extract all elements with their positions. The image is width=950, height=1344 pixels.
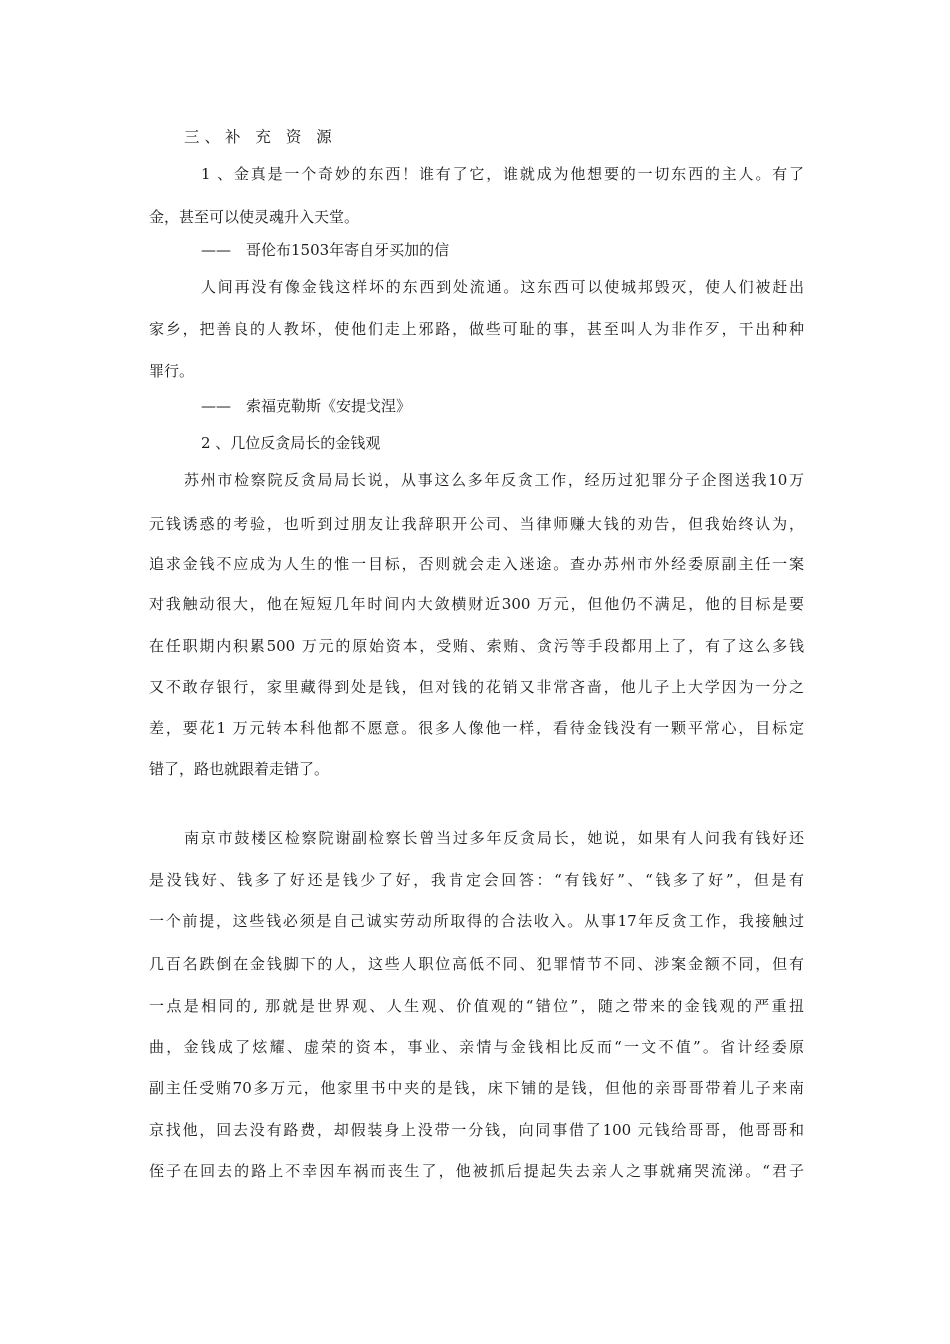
quote2-line1: 人间再没有像金钱这样坏的东西到处流通。这东西可以使城邦毁灭，使人们被赶出: [201, 278, 804, 296]
paragraph1-line: 又不敢存银行，家里藏得到处是钱，但对钱的花销又非常吝啬，他儿子上大学因为一分之: [149, 678, 804, 696]
section-heading: 三、补 充 资 源: [184, 128, 337, 146]
paragraph2-line: 京找他，回去没有路费，却假装身上没带一分钱，向同事借了100 元钱给哥哥，他哥哥和: [149, 1121, 804, 1139]
paragraph1-line: 错了，路也就跟着走错了。: [149, 760, 330, 778]
quote1-line2: 金，甚至可以使灵魂升入天堂。: [149, 208, 360, 226]
paragraph2-line: 南京市鼓楼区检察院谢副检察长曾当过多年反贪局长，她说，如果有人问我有钱好还: [184, 829, 804, 847]
paragraph2-line: 一点是相同的, 那就是世界观、人生观、价值观的“错位”，随之带来的金钱观的严重扭: [149, 997, 804, 1015]
paragraph2-line: 是没钱好、钱多了好还是钱少了好，我肯定会回答：“有钱好”、“钱多了好”，但是有: [149, 871, 804, 889]
subheading: 2 、几位反贪局长的金钱观: [201, 434, 381, 452]
paragraph1-line: 元钱诱惑的考验，也听到过朋友让我辞职开公司、当律师赚大钱的劝告，但我始终认为，: [149, 515, 804, 533]
paragraph2-line: 侄子在回去的路上不幸因车祸而丧生了，他被抓后提起失去亲人之事就痛哭流涕。“君子: [149, 1162, 804, 1180]
paragraph1-line: 苏州市检察院反贪局局长说，从事这么多年反贪工作，经历过犯罪分子企图送我10万: [184, 471, 804, 489]
paragraph2-line: 一个前提，这些钱必须是自己诚实劳动所取得的合法收入。从事17年反贪工作，我接触过: [149, 912, 804, 930]
paragraph1-line: 差，要花1 万元转本科他都不愿意。很多人像他一样，看待金钱没有一颗平常心，目标定: [149, 719, 804, 737]
quote2-line3: 罪行。: [149, 362, 195, 380]
paragraph1-line: 对我触动很大，他在短短几年时间内大敛横财近300 万元，但他仍不满足，他的目标是要: [149, 595, 804, 613]
quote1-attribution: —— 哥伦布1503年寄自牙买加的信: [201, 241, 450, 259]
paragraph2-line: 几百名跌倒在金钱脚下的人，这些人职位高低不同、犯罪情节不同、涉案金额不同，但有: [149, 955, 804, 973]
paragraph1-line: 追求金钱不应成为人生的惟一目标，否则就会走入迷途。查办苏州市外经委原副主任一案: [149, 555, 804, 573]
quote2-line2: 家乡，把善良的人教坏，使他们走上邪路，做些可耻的事，甚至叫人为非作歹，干出种种: [149, 320, 804, 338]
paragraph2-line: 曲，金钱成了炫耀、虚荣的资本，事业、亲情与金钱相比反而“一文不值”。省计经委原: [149, 1038, 804, 1056]
quote2-attribution: —— 索福克勒斯《安提戈涅》: [201, 397, 412, 415]
quote1-line1: 1 、金真是一个奇妙的东西！谁有了它，谁就成为他想要的一切东西的主人。有了: [201, 165, 804, 183]
paragraph1-line: 在任职期内积累500 万元的原始资本，受贿、索贿、贪污等手段都用上了，有了这么多钱: [149, 637, 804, 655]
paragraph2-line: 副主任受贿70多万元，他家里书中夹的是钱，床下铺的是钱，但他的亲哥哥带着儿子来南: [149, 1079, 804, 1097]
